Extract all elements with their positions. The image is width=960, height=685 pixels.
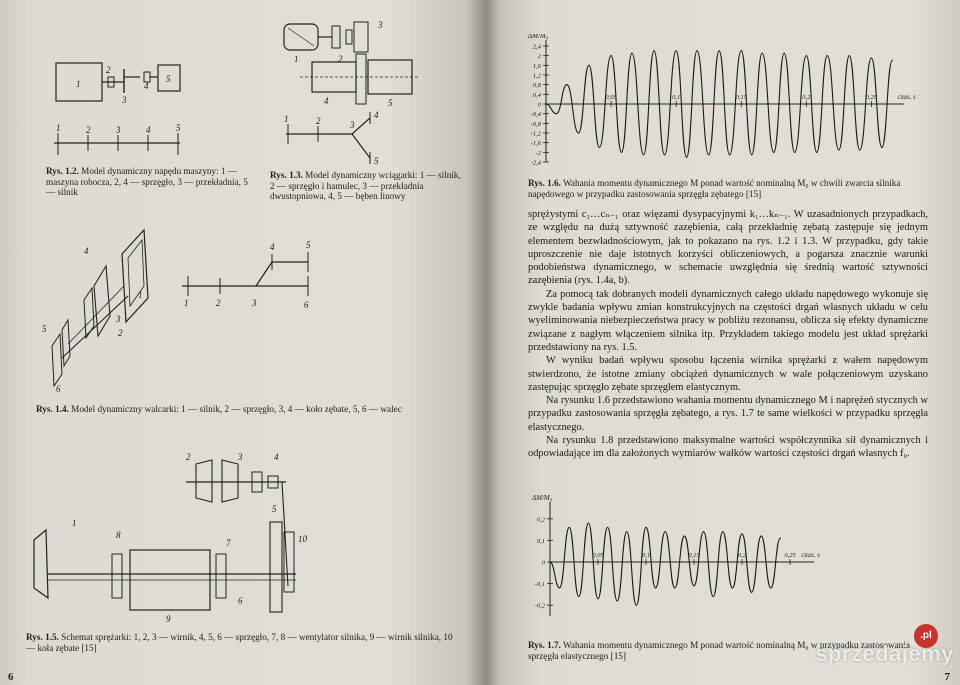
fig14-label-4: 4	[84, 246, 89, 256]
body-text	[528, 208, 928, 461]
data-point	[761, 535, 762, 536]
figure-1-4	[38, 226, 338, 396]
x-tick-label: 0,05	[592, 552, 604, 559]
data-point	[607, 527, 608, 528]
fig12-label-1: 1	[76, 79, 81, 89]
fig15-label-7: 7	[226, 538, 231, 548]
y-tick-label: 0,4	[532, 91, 541, 99]
data-point	[588, 523, 589, 524]
data-point	[545, 103, 546, 104]
x-tick-label: 0,2	[802, 94, 811, 101]
figure-1-6-caption	[528, 178, 928, 199]
y-tick-label: 1,2	[532, 72, 541, 80]
fig14-model-label-1: 1	[184, 298, 189, 308]
data-point	[636, 605, 637, 606]
data-point	[732, 587, 733, 588]
fig13-model-label-5: 5	[374, 156, 379, 166]
data-point	[849, 55, 850, 56]
fig12-model-label-5: 5	[176, 123, 181, 133]
figure-1-2-caption	[46, 166, 256, 198]
figure-1-7-ref: Rys. 1.7.	[528, 640, 561, 650]
data-point	[729, 154, 730, 155]
fig14-model-label-5: 5	[306, 240, 311, 250]
data-point	[676, 50, 677, 51]
x-axis-label: czas, s	[897, 93, 916, 101]
data-point	[751, 592, 752, 593]
data-point	[626, 531, 627, 532]
page-number-right: 7	[944, 671, 950, 683]
fig12-label-5: 5	[166, 74, 171, 84]
fig15-label-5: 5	[272, 504, 277, 514]
x-tick-label: 0,05	[605, 94, 617, 101]
data-point	[838, 149, 839, 150]
data-point	[578, 596, 579, 597]
x-tick-label: 0,15	[688, 552, 700, 559]
figure-1-7-chart	[524, 494, 824, 624]
fig14-model-label-3: 3	[252, 298, 257, 308]
series-line	[550, 523, 780, 605]
x-tick-label: 0,15	[735, 94, 747, 101]
data-point	[549, 561, 550, 562]
y-tick-label: -1,6	[530, 140, 541, 148]
fig15-label-10: 10	[298, 534, 307, 544]
fig15-label-3: 3	[238, 452, 243, 462]
figure-1-3-drawing	[270, 18, 470, 168]
data-point	[696, 50, 697, 51]
figure-1-5-ref: Rys. 1.5.	[26, 632, 59, 642]
figure-1-4-ref: Rys. 1.4.	[36, 404, 69, 414]
data-point	[693, 585, 694, 586]
figure-1-7-caption-text: Wahania momentu dynamicznego M ponad wartość nominalną M₀ w przypadku zastosowania sprzęgła elastycznego [15]	[528, 640, 910, 661]
fig13-model-label-1: 1	[284, 114, 289, 124]
y-tick-label: -2,4	[530, 159, 541, 167]
fig14-label-2: 2	[118, 328, 123, 338]
figure-1-5	[26, 446, 326, 626]
fig13-model-label-2: 2	[316, 116, 321, 126]
figure-1-4-drawing	[38, 226, 338, 396]
data-point	[664, 154, 665, 155]
x-tick-label: 0,2	[737, 552, 747, 559]
paragraph-4: Na rysunku 1.6 przedstawiono wahania momentu dynamicznego M i naprężeń stycznych w przypadku zastosowania sprzęgła zębatego, a rys. 1.7 te same wielkości w przypadku sprzęgła elastycznego.	[528, 395, 928, 433]
right-page	[486, 0, 960, 685]
figure-1-2-caption-text: Model dynamiczny napędu maszyny: 1 — maszyna robocza, 2, 4 — sprzęgło, 3 — przekładnia, 5 — silnik	[46, 166, 248, 197]
y-tick-label: -0,1	[534, 581, 545, 589]
fig14-label-1: 1	[138, 290, 143, 300]
data-point	[559, 587, 560, 588]
figure-1-7	[524, 494, 824, 624]
data-point	[719, 50, 720, 51]
data-point	[643, 154, 644, 155]
y-tick-label: 2	[537, 53, 541, 61]
data-point	[780, 538, 781, 539]
data-point	[556, 113, 557, 114]
fig15-label-9: 9	[166, 614, 171, 624]
data-point	[762, 53, 763, 54]
y-tick-label: 0,1	[536, 537, 545, 545]
data-point	[686, 157, 687, 158]
data-point	[741, 50, 742, 51]
fig12-label-4: 4	[144, 81, 149, 91]
fig12-model-label-4: 4	[146, 125, 151, 135]
data-point	[770, 587, 771, 588]
fig15-label-1: 1	[72, 518, 77, 528]
page-number-left: 6	[8, 671, 14, 683]
fig12-label-2: 2	[106, 65, 111, 75]
data-point	[827, 55, 828, 56]
figure-1-3-ref: Rys. 1.3.	[270, 170, 303, 180]
y-tick-label: 2,4	[532, 43, 541, 51]
data-point	[653, 50, 654, 51]
y-axis-label: ΔM/M₀	[532, 494, 553, 502]
data-point	[621, 152, 622, 153]
data-point	[816, 152, 817, 153]
fig14-label-6: 6	[56, 384, 61, 394]
figure-1-6-chart	[524, 34, 924, 174]
fig14-model-label-6: 6	[304, 300, 309, 310]
fig12-model-label-3: 3	[116, 125, 121, 135]
y-tick-label: 0,2	[536, 516, 545, 524]
paragraph-3: W wyniku badań wpływu sposobu łączenia wirnika sprężarki z wałem napędowym stwierdzono, że istotne zmiany obciążeń dynamicznych w wale połączeniowym uzyskano zastępując sprzęgło zębate sprzęgłem elastycznym.	[528, 355, 928, 393]
data-point	[773, 152, 774, 153]
figure-1-4-caption	[36, 404, 456, 415]
data-point	[859, 149, 860, 150]
figure-1-2-ref: Rys. 1.2.	[46, 166, 79, 176]
data-point	[599, 147, 600, 148]
figure-1-4-caption-text: Model dynamiczny walcarki: 1 — silnik, 2 — sprzęgło, 3, 4 — koło zębate, 5, 6 — walec	[71, 404, 402, 414]
y-tick-label: -1,2	[530, 130, 541, 138]
data-point	[741, 533, 742, 534]
y-tick-label: -2	[535, 149, 541, 157]
data-point	[703, 531, 704, 532]
fig12-label-3: 3	[122, 95, 127, 105]
fig14-label-3: 3	[116, 314, 121, 324]
x-tick-label: 0,1	[641, 552, 651, 559]
data-point	[569, 527, 570, 528]
data-point	[631, 53, 632, 54]
y-tick-label: -0,4	[530, 111, 541, 119]
fig12-model-label-1: 1	[56, 123, 61, 133]
y-tick-label: 0,8	[532, 82, 541, 90]
y-axis-label: ΔM/M₀	[528, 34, 549, 40]
fig15-label-4: 4	[274, 452, 279, 462]
data-point	[674, 587, 675, 588]
data-point	[713, 596, 714, 597]
figure-1-3-caption-text: Model dynamiczny wciągarki: 1 — silnik, 2 — sprzęgło i hamulec, 3 — przekładnia dwustopniowa, 4, 5 — bęben linowy	[270, 170, 461, 201]
fig15-label-2: 2	[186, 452, 191, 462]
data-point	[578, 132, 579, 133]
fig13-label-2: 2	[338, 54, 343, 64]
data-point	[708, 154, 709, 155]
data-point	[722, 531, 723, 532]
figure-1-3-caption	[270, 170, 466, 202]
data-point	[784, 53, 785, 54]
figure-1-5-drawing	[26, 446, 326, 626]
data-point	[871, 57, 872, 58]
fig15-label-6: 6	[238, 596, 243, 606]
y-tick-label: 0	[541, 559, 545, 567]
x-tick-label: 0,25	[865, 94, 878, 101]
data-point	[610, 55, 611, 56]
fig13-label-4: 4	[324, 96, 329, 106]
figure-1-6-caption-text: Wahania momentu dynamicznego M ponad wartość nominalną M₀ w chwili zwarcia silnika napędowego w przypadku zastosowania sprzęgła zębatego [15]	[528, 178, 901, 199]
watermark-badge: .pl	[914, 624, 938, 648]
figure-1-5-caption	[26, 632, 456, 653]
y-tick-label: 0	[537, 101, 541, 109]
paragraph-5: Na rysunku 1.8 przedstawiono maksymalne wartości współczynnika sił dynamicznych i odpowiadające im dla założonych wymiarów wałków wartości częstości drgań własnych f₀.	[528, 435, 928, 460]
data-point	[806, 55, 807, 56]
fig13-model-label-4: 4	[374, 110, 379, 120]
fig13-label-5: 5	[388, 98, 393, 108]
figure-1-6-ref: Rys. 1.6.	[528, 178, 561, 188]
x-tick-label: 0,25	[784, 552, 796, 559]
fig14-model-label-2: 2	[216, 298, 221, 308]
data-point	[794, 152, 795, 153]
fig14-model-label-4: 4	[270, 242, 275, 252]
x-tick-label: 0,1	[672, 94, 681, 101]
data-point	[684, 535, 685, 536]
figure-1-5-caption-text: Schemat sprężarki: 1, 2, 3 — wirnik, 4, 5, 6 — sprzęgło, 7, 8 — wentylator silnika, 9 — wirnik silnika, 10 — koła zębate [15]	[26, 632, 453, 653]
fig14-label-5: 5	[42, 324, 47, 334]
data-point	[645, 527, 646, 528]
data-point	[588, 65, 589, 66]
y-tick-label: -0,2	[534, 602, 545, 610]
fig12-model-label-2: 2	[86, 125, 91, 135]
data-point	[892, 60, 893, 61]
x-axis-label: czas, s	[801, 551, 820, 559]
paragraph-1: sprężystymi c₁…cₙ₋₁ oraz więzami dysypacyjnymi k₁…kₙ₋₁. W uzasadnionych przypadkach, ze względu na dużą sztywność zazębienia, całą przekładnię zębatą zastępuje się jednym elementem bezwładnościowym, jak to pokazano na rys. 1.2 i 1.3. W przypadku, gdy takie uproszczenie nie daje istotnych korzyści obliczeniowych, a pogarsza znacznie warunki podobieństwa dynamicznego, w schemacie uwzględnia się średnią wartość sztywności zazębienia (rys. 1.4a, b).	[528, 209, 928, 287]
y-tick-label: -0,8	[530, 120, 541, 128]
data-point	[655, 587, 656, 588]
paragraph-2: Za pomocą tak dobranych modeli dynamicznych całego układu napędowego wykonuje się zwykle badania wpływu zmian konstrukcyjnych na częstości drgań własnych układu w celu wyeliminowania niebezpieczeństwa pracy w pobliżu rezonansu, oblicza się efekty dynamiczne związane z nagłym włączeniem silnika itp. Przykładem takiego modelu jest układ sprężarki przedstawiony na rys. 1.5.	[528, 288, 928, 353]
fig13-label-1: 1	[294, 54, 299, 64]
watermark-logo: sprzedajemy	[815, 641, 954, 666]
figure-1-6	[524, 34, 924, 174]
fig13-label-3: 3	[378, 20, 383, 30]
figure-1-2-drawing	[40, 55, 240, 165]
data-point	[566, 84, 567, 85]
data-point	[665, 531, 666, 532]
fig15-label-8: 8	[116, 530, 121, 540]
data-point	[751, 154, 752, 155]
figure-1-2	[40, 55, 240, 165]
data-point	[881, 147, 882, 148]
data-point	[617, 600, 618, 601]
y-tick-label: 1,6	[532, 62, 541, 70]
data-point	[597, 598, 598, 599]
figure-1-3	[270, 18, 470, 168]
fig13-model-label-3: 3	[350, 120, 355, 130]
